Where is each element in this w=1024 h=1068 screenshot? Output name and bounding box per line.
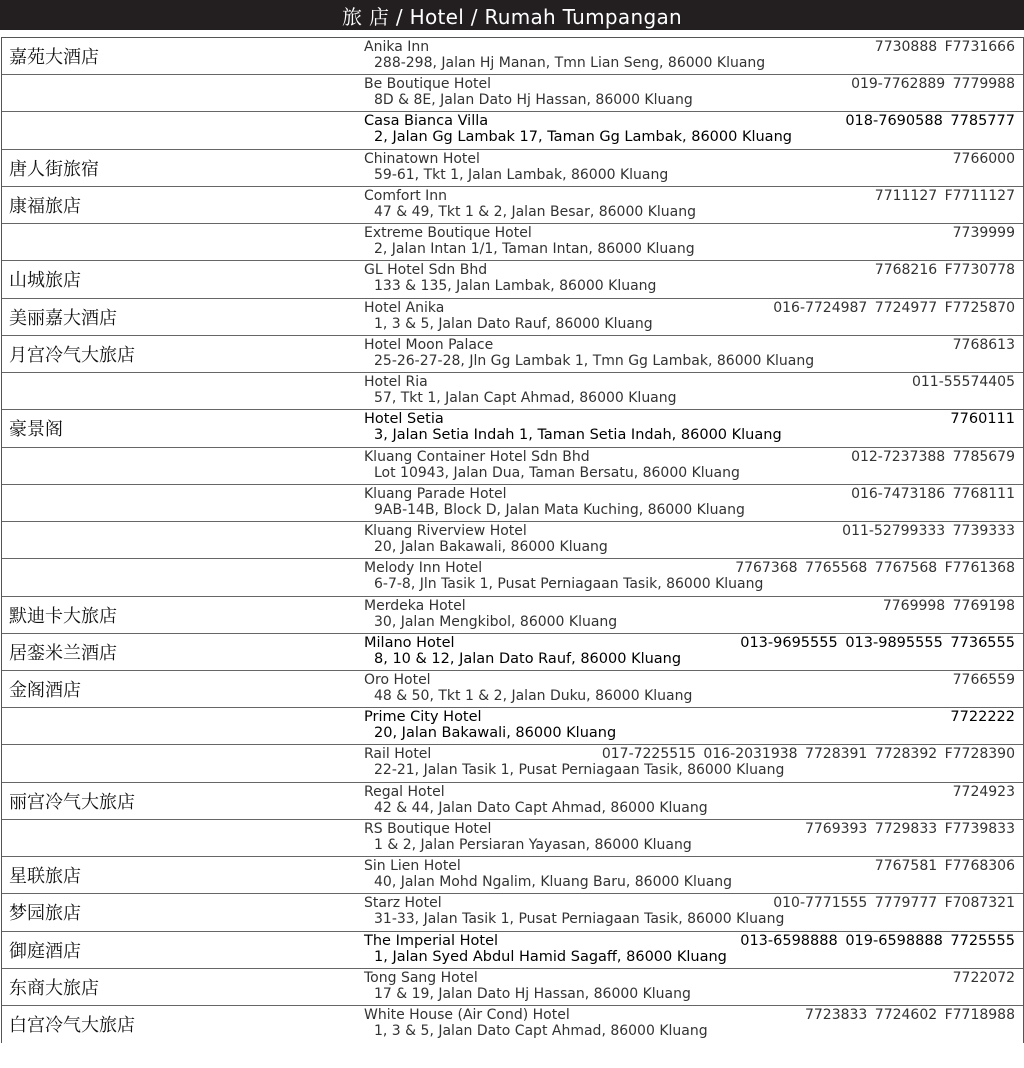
page-title: 旅 店 / Hotel / Rumah Tumpangan	[342, 4, 682, 29]
table-row	[2, 708, 1023, 745]
phone-numbers: 7767581 F7768306	[874, 858, 1015, 875]
hotel-address: 59-61, Tkt 1, Jalan Lambak, 86000 Kluang	[374, 166, 669, 183]
hotel-name: Melody Inn Hotel	[364, 560, 483, 577]
phone-numbers: 010-7771555 7779777 F7087321	[773, 895, 1015, 912]
hotel-address: 8D & 8E, Jalan Dato Hj Hassan, 86000 Kluang	[374, 92, 693, 109]
phone-numbers: 7724923	[952, 783, 1015, 800]
chinese-name: 丽宫冷气大旅店	[9, 791, 135, 813]
chinese-name: 唐人街旅宿	[9, 158, 99, 180]
hotel-address: 133 & 135, Jalan Lambak, 86000 Kluang	[374, 278, 657, 295]
table-row	[2, 559, 1023, 596]
table-row	[2, 38, 1023, 75]
chinese-name: 月宫冷气大旅店	[9, 344, 135, 366]
hotel-name: Be Boutique Hotel	[364, 76, 491, 93]
table-row	[2, 783, 1023, 820]
chinese-name: 豪景阁	[9, 419, 63, 441]
chinese-name: 默迪卡大旅店	[9, 605, 117, 627]
hotel-name: Prime City Hotel	[364, 709, 482, 726]
hotel-address: 1, Jalan Syed Abdul Hamid Sagaff, 86000 Kluang	[374, 948, 727, 965]
table-row	[2, 299, 1023, 336]
chinese-name: 美丽嘉大酒店	[9, 307, 117, 329]
hotel-name: Extreme Boutique Hotel	[364, 225, 532, 242]
hotel-address: 1, 3 & 5, Jalan Dato Capt Ahmad, 86000 Kluang	[374, 1023, 708, 1040]
table-row	[2, 75, 1023, 112]
hotel-name: Anika Inn	[364, 39, 430, 55]
hotel-directory-table	[1, 37, 1024, 1043]
chinese-name: 东商大旅店	[9, 977, 99, 999]
table-row	[2, 112, 1023, 149]
phone-numbers: 7766559	[952, 671, 1015, 688]
hotel-address: 42 & 44, Jalan Dato Capt Ahmad, 86000 Kluang	[374, 799, 708, 816]
hotel-name: Hotel Moon Palace	[364, 336, 494, 353]
hotel-name: Kluang Parade Hotel	[364, 485, 507, 502]
hotel-name: RS Boutique Hotel	[364, 820, 492, 837]
chinese-name: 梦园旅店	[9, 903, 81, 925]
phone-numbers: 7768613	[952, 336, 1015, 353]
table-row	[2, 224, 1023, 261]
hotel-address: 22-21, Jalan Tasik 1, Pusat Perniagaan Tasik, 86000 Kluang	[374, 762, 785, 779]
hotel-address: 20, Jalan Bakawali, 86000 Kluang	[374, 539, 608, 556]
table-row	[2, 410, 1023, 447]
hotel-address: 30, Jalan Mengkibol, 86000 Kluang	[374, 613, 618, 630]
hotel-name: Kluang Container Hotel Sdn Bhd	[364, 448, 590, 465]
hotel-name: Rail Hotel	[364, 746, 432, 763]
table-row	[2, 522, 1023, 559]
hotel-address: 8, 10 & 12, Jalan Dato Rauf, 86000 Kluang	[374, 650, 682, 667]
hotel-name: Comfort Inn	[364, 187, 448, 204]
hotel-name: Milano Hotel	[364, 634, 455, 651]
chinese-name: 嘉苑大酒店	[9, 47, 99, 68]
hotel-address: 25-26-27-28, Jln Gg Lambak 1, Tmn Gg Lambak, 86000 Kluang	[374, 352, 815, 369]
hotel-address: 1 & 2, Jalan Persiaran Yayasan, 86000 Kluang	[374, 836, 692, 853]
chinese-name: 康福旅店	[9, 195, 81, 217]
phone-numbers: 7769393 7729833 F7739833	[804, 820, 1015, 837]
hotel-address: 6-7-8, Jln Tasik 1, Pusat Perniagaan Tasik, 86000 Kluang	[374, 576, 764, 593]
table-row	[2, 336, 1023, 373]
table-row	[2, 932, 1023, 969]
hotel-address: 2, Jalan Gg Lambak 17, Taman Gg Lambak, 86000 Kluang	[374, 129, 792, 146]
table-row	[2, 1006, 1023, 1043]
phone-numbers: 7711127 F7711127	[874, 187, 1015, 204]
table-row	[2, 485, 1023, 522]
hotel-name: Kluang Riverview Hotel	[364, 523, 527, 540]
hotel-address: 288-298, Jalan Hj Manan, Tmn Lian Seng, 86000 Kluang	[374, 55, 766, 71]
hotel-name: The Imperial Hotel	[364, 932, 499, 949]
hotel-address: Lot 10943, Jalan Dua, Taman Bersatu, 86000 Kluang	[374, 464, 740, 481]
hotel-name: Chinatown Hotel	[364, 150, 480, 167]
hotel-address: 20, Jalan Bakawali, 86000 Kluang	[374, 725, 617, 742]
hotel-name: Hotel Setia	[364, 411, 444, 428]
phone-numbers: 7722072	[952, 969, 1015, 986]
table-row	[2, 634, 1023, 671]
hotel-address: 31-33, Jalan Tasik 1, Pusat Perniagaan Tasik, 86000 Kluang	[374, 911, 785, 928]
phone-numbers: 7730888 F7731666	[874, 39, 1015, 55]
hotel-address: 2, Jalan Intan 1/1, Taman Intan, 86000 Kluang	[374, 241, 695, 258]
phone-numbers: 7768216 F7730778	[874, 262, 1015, 279]
page-header	[0, 0, 1024, 30]
table-row	[2, 671, 1023, 708]
hotel-name: Merdeka Hotel	[364, 597, 466, 614]
hotel-address: 40, Jalan Mohd Ngalim, Kluang Baru, 86000 Kluang	[374, 874, 733, 891]
chinese-name: 金阁酒店	[9, 679, 81, 701]
phone-numbers: 7723833 7724602 F7718988	[804, 1007, 1015, 1024]
hotel-name: GL Hotel Sdn Bhd	[364, 262, 488, 279]
phone-numbers: 7767368 7765568 7767568 F7761368	[735, 560, 1015, 577]
hotel-address: 47 & 49, Tkt 1 & 2, Jalan Besar, 86000 Kluang	[374, 203, 696, 220]
hotel-name: Tong Sang Hotel	[364, 969, 478, 986]
table-row	[2, 150, 1023, 187]
phone-numbers: 013-6598888 019-6598888 7725555	[740, 932, 1015, 949]
table-row	[2, 373, 1023, 410]
chinese-name: 山城旅店	[9, 270, 81, 292]
hotel-name: Oro Hotel	[364, 671, 431, 688]
hotel-address: 57, Tkt 1, Jalan Capt Ahmad, 86000 Kluang	[374, 390, 677, 407]
chinese-name: 居銮米兰酒店	[9, 642, 117, 664]
chinese-name: 白宫冷气大旅店	[9, 1015, 135, 1037]
hotel-name: Regal Hotel	[364, 783, 445, 800]
table-row	[2, 597, 1023, 634]
hotel-address: 17 & 19, Jalan Dato Hj Hassan, 86000 Kluang	[374, 985, 691, 1002]
phone-numbers: 7766000	[952, 150, 1015, 167]
phone-numbers: 7722222	[950, 709, 1015, 726]
phone-numbers: 013-9695555 013-9895555 7736555	[740, 634, 1015, 651]
chinese-name: 星联旅店	[9, 866, 81, 888]
chinese-name: 御庭酒店	[9, 940, 81, 962]
table-row	[2, 969, 1023, 1006]
hotel-name: Starz Hotel	[364, 895, 442, 912]
phone-numbers: 7760111	[950, 411, 1015, 428]
hotel-address: 48 & 50, Tkt 1 & 2, Jalan Duku, 86000 Kluang	[374, 687, 693, 704]
phone-numbers: 7769998 7769198	[882, 597, 1015, 614]
phone-numbers: 012-7237388 7785679	[851, 448, 1015, 465]
table-row	[2, 448, 1023, 485]
table-row	[2, 820, 1023, 857]
phone-numbers: 016-7473186 7768111	[851, 485, 1015, 502]
table-row	[2, 261, 1023, 298]
hotel-address: 1, 3 & 5, Jalan Dato Rauf, 86000 Kluang	[374, 315, 653, 332]
hotel-name: Sin Lien Hotel	[364, 858, 461, 875]
hotel-name: Casa Bianca Villa	[364, 113, 489, 130]
phone-numbers: 018-7690588 7785777	[845, 113, 1015, 130]
table-row	[2, 745, 1023, 782]
phone-numbers: 016-7724987 7724977 F7725870	[773, 299, 1015, 316]
table-row	[2, 857, 1023, 894]
hotel-name: White House (Air Cond) Hotel	[364, 1007, 570, 1024]
hotel-name: Hotel Ria	[364, 374, 428, 391]
phone-numbers: 011-55574405	[911, 374, 1015, 391]
hotel-name: Hotel Anika	[364, 299, 445, 316]
table-row	[2, 894, 1023, 931]
phone-numbers: 017-7225515 016-2031938 7728391 7728392 F7728390	[601, 746, 1015, 763]
table-row	[2, 187, 1023, 224]
phone-numbers: 011-52799333 7739333	[842, 523, 1015, 540]
phone-numbers: 019-7762889 7779988	[851, 76, 1015, 93]
hotel-address: 3, Jalan Setia Indah 1, Taman Setia Indah, 86000 Kluang	[374, 427, 782, 444]
phone-numbers: 7739999	[952, 225, 1015, 242]
hotel-address: 9AB-14B, Block D, Jalan Mata Kuching, 86000 Kluang	[374, 501, 745, 518]
